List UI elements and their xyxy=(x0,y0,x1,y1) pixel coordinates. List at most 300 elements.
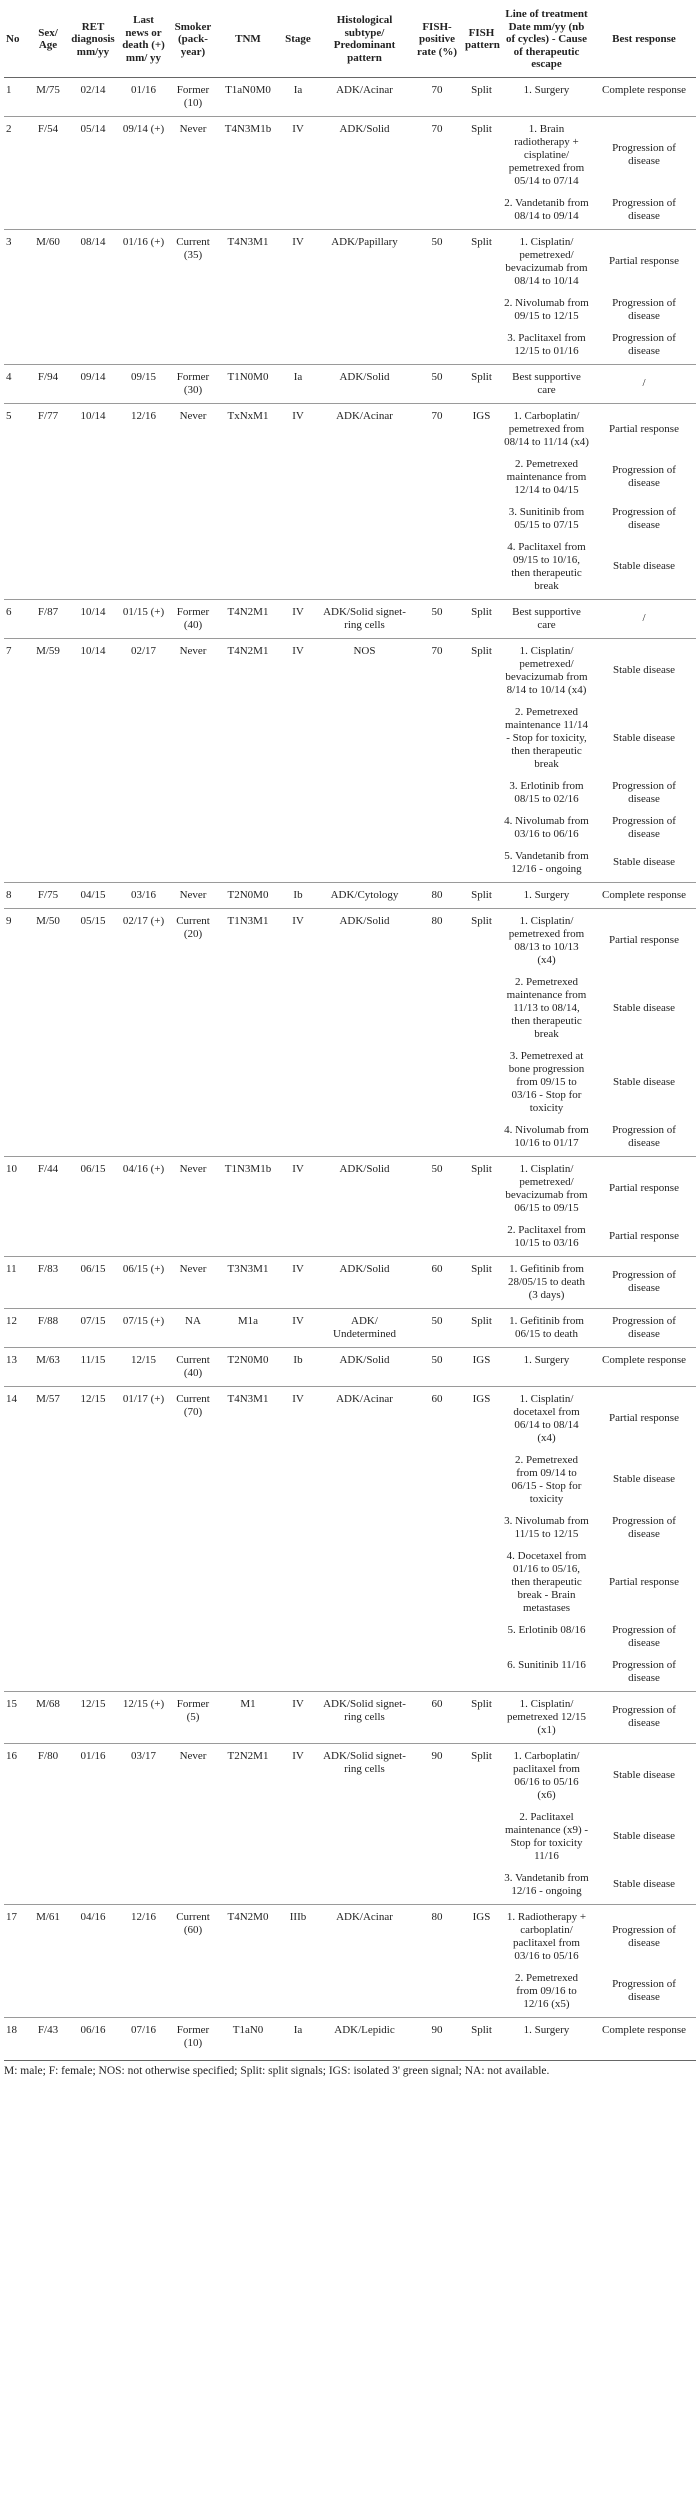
cell-histology: ADK/Solid xyxy=(339,914,390,927)
cell-stage: IV xyxy=(292,235,304,248)
cell-smoker: Former (40) xyxy=(176,605,210,631)
table-row xyxy=(4,2017,696,2056)
treatment-response: Progression of disease xyxy=(612,1978,676,2003)
treatment-line: 5. Erlotinib 08/16 xyxy=(507,1623,586,1636)
cell-last-news: 09/15 xyxy=(130,370,157,383)
cell-sex-age: F/75 xyxy=(37,888,59,901)
table-row xyxy=(4,1743,696,1904)
table-row xyxy=(4,229,696,364)
cell-best-response xyxy=(592,1256,696,1308)
treatment-response: Progression of disease xyxy=(612,1923,676,1949)
cell-no: 7 xyxy=(6,644,12,657)
treatment-response: Progression of disease xyxy=(612,196,676,222)
cell-smoker: Current (60) xyxy=(176,1910,210,1936)
treatment-response: / xyxy=(642,377,646,389)
cell-last-news: 03/17 xyxy=(130,1749,157,1762)
treatment-line: 2. Pemetrexed from 09/16 to 12/16 (x5) xyxy=(515,1971,578,2010)
cell-fish-rate: 80 xyxy=(431,888,443,901)
cell-sex-age: F/54 xyxy=(37,122,59,135)
treatment-line: 1. Gefitinib from 06/15 to death xyxy=(509,1314,584,1340)
cell-smoker: Former (10) xyxy=(176,83,210,109)
treatment-line: Best supportive care xyxy=(512,605,581,631)
cell-best-response xyxy=(592,1743,696,1904)
cell-ret-diagnosis: 05/15 xyxy=(80,914,106,927)
treatment-line: 1. Cisplatin/ pemetrexed 12/15 (x1) xyxy=(506,1697,587,1736)
cell-no: 18 xyxy=(6,2023,17,2036)
cell-line-of-treatment xyxy=(501,599,592,638)
cell-smoker: Former (30) xyxy=(176,370,210,396)
table-row xyxy=(4,908,696,1156)
cell-no: 3 xyxy=(6,235,12,248)
cell-line-of-treatment xyxy=(501,638,592,882)
treatment-line: 1. Surgery xyxy=(523,1353,570,1366)
cell-fish-rate: 50 xyxy=(431,605,443,618)
cell-smoker: Former (5) xyxy=(176,1697,210,1723)
cell-stage: IV xyxy=(292,605,304,618)
cell-last-news: 02/17 (+) xyxy=(122,914,165,927)
treatment-response: Partial response xyxy=(609,1575,679,1588)
cell-no: 17 xyxy=(6,1910,17,1923)
cell-sex-age: F/77 xyxy=(37,409,59,422)
cell-last-news: 01/16 xyxy=(130,83,157,96)
treatment-line: 3. Sunitinib from 05/15 to 07/15 xyxy=(508,505,585,531)
cell-ret-diagnosis: 04/15 xyxy=(80,888,106,901)
cell-histology: ADK/Solid xyxy=(339,1162,390,1175)
cell-fish-pattern: Split xyxy=(471,122,492,135)
cell-ret-diagnosis: 09/14 xyxy=(80,370,106,383)
cell-sex-age: M/75 xyxy=(36,83,60,96)
cell-tnm: T4N3M1 xyxy=(227,235,269,248)
cell-sex-age: F/80 xyxy=(37,1749,59,1762)
treatment-response: Progression of disease xyxy=(612,1514,676,1540)
cell-last-news: 03/16 xyxy=(130,888,157,901)
cell-tnm: T4N3M1 xyxy=(227,1392,269,1405)
cell-line-of-treatment xyxy=(501,1904,592,2017)
cell-sex-age: M/63 xyxy=(36,1353,60,1366)
cell-ret-diagnosis: 10/14 xyxy=(80,644,106,657)
cell-smoker: Former (10) xyxy=(176,2023,210,2049)
cell-sex-age: F/87 xyxy=(37,605,59,618)
treatment-line: 3. Pemetrexed at bone progression from 09/15 to 03/16 - Stop for toxicity xyxy=(508,1049,585,1114)
cell-best-response xyxy=(592,1308,696,1347)
cell-histology: ADK/Acinar xyxy=(336,409,393,422)
table-row xyxy=(4,1691,696,1743)
cell-best-response xyxy=(592,403,696,599)
cell-last-news: 07/16 xyxy=(130,2023,157,2036)
cell-fish-rate: 70 xyxy=(431,409,443,422)
cell-line-of-treatment xyxy=(501,403,592,599)
treatment-response: Progression of disease xyxy=(612,1314,676,1340)
cell-fish-pattern: IGS xyxy=(472,1392,491,1405)
treatment-response: Partial response xyxy=(609,1182,679,1194)
treatment-response: Progression of disease xyxy=(612,331,676,357)
treatment-response: Progression of disease xyxy=(612,1658,676,1684)
table-row xyxy=(4,1386,696,1691)
treatment-line: 2. Pemetrexed maintenance from 11/13 to 08/14, then therapeutic break xyxy=(506,975,587,1040)
header-fish-rate: FISH- positive rate (%) xyxy=(412,6,462,77)
cell-fish-rate: 80 xyxy=(431,914,443,927)
treatment-line: 4. Nivolumab from 10/16 to 01/17 xyxy=(504,1123,589,1149)
treatment-response: Stable disease xyxy=(612,1830,675,1842)
cell-ret-diagnosis: 11/15 xyxy=(80,1353,106,1366)
cell-fish-pattern: Split xyxy=(471,1314,492,1327)
cell-tnm: T4N3M1b xyxy=(224,122,272,135)
cell-fish-pattern: IGS xyxy=(472,409,491,422)
cell-histology: ADK/Acinar xyxy=(336,83,393,96)
cell-stage: IV xyxy=(292,1314,304,1327)
cell-smoker: Current (20) xyxy=(176,914,210,940)
cell-best-response xyxy=(592,2017,696,2056)
treatment-response: Progression of disease xyxy=(612,779,676,805)
cell-histology: ADK/Acinar xyxy=(336,1910,393,1923)
treatment-response: Progression of disease xyxy=(612,464,676,489)
cell-stage: Ia xyxy=(293,2023,303,2036)
cell-last-news: 01/17 (+) xyxy=(122,1392,165,1405)
treatment-line: 4. Docetaxel from 01/16 to 05/16, then therapeutic break - Brain metastases xyxy=(506,1549,587,1614)
cell-histology: ADK/Solid xyxy=(339,1262,390,1275)
treatment-line: 2. Paclitaxel from 10/15 to 03/16 xyxy=(507,1223,586,1249)
cell-fish-rate: 50 xyxy=(431,1162,443,1175)
cell-fish-pattern: Split xyxy=(471,914,492,927)
table-row xyxy=(4,1904,696,2017)
cell-no: 13 xyxy=(6,1353,17,1366)
cell-histology: ADK/Cytology xyxy=(330,888,399,901)
treatment-line: 1. Cisplatin/ pemetrexed/ bevacizumab from 8/14 to 10/14 (x4) xyxy=(505,644,588,696)
cell-no: 14 xyxy=(6,1392,17,1405)
treatment-line: 1. Cisplatin/ pemetrexed/ bevacizumab from 06/15 to 09/15 xyxy=(505,1162,588,1214)
cell-line-of-treatment xyxy=(501,1743,592,1904)
cell-fish-pattern: Split xyxy=(471,605,492,618)
cell-no: 15 xyxy=(6,1697,17,1710)
cell-fish-pattern: Split xyxy=(471,888,492,901)
cell-tnm: T4N2M0 xyxy=(227,1910,269,1923)
cell-tnm: T1N3M1b xyxy=(224,1162,272,1175)
treatment-response: Stable disease xyxy=(612,664,675,676)
cell-tnm: T2N0M0 xyxy=(227,1353,269,1366)
header-best-response: Best response xyxy=(592,6,696,77)
cell-stage: Ib xyxy=(293,888,303,901)
table-row xyxy=(4,1156,696,1256)
cell-last-news: 02/17 xyxy=(130,644,157,657)
treatment-line: 2. Pemetrexed from 09/14 to 06/15 - Stop for toxicity xyxy=(511,1453,582,1505)
cell-smoker: NA xyxy=(185,1314,201,1327)
treatment-response: Complete response xyxy=(601,1353,686,1366)
cell-last-news: 01/15 (+) xyxy=(122,605,165,618)
treatment-response: Complete response xyxy=(601,2023,686,2036)
cell-no: 8 xyxy=(6,888,12,901)
treatment-line: 2. Nivolumab from 09/15 to 12/15 xyxy=(504,296,589,322)
cell-fish-rate: 70 xyxy=(431,644,443,657)
patient-table xyxy=(4,6,696,2056)
cell-fish-pattern: Split xyxy=(471,83,492,96)
cell-stage: IV xyxy=(292,122,304,135)
treatment-line: 1. Cisplatin/ pemetrexed from 08/13 to 10/13 (x4) xyxy=(508,914,585,966)
treatment-response: Progression of disease xyxy=(612,1269,676,1294)
treatment-line: 3. Paclitaxel from 12/15 to 01/16 xyxy=(507,331,586,357)
cell-ret-diagnosis: 08/14 xyxy=(80,235,106,248)
cell-best-response xyxy=(592,1691,696,1743)
treatment-response: Progression of disease xyxy=(612,1123,676,1149)
cell-ret-diagnosis: 06/16 xyxy=(80,2023,106,2036)
cell-histology: ADK/Lepidic xyxy=(334,2023,395,2036)
header-sex-age: Sex/ Age xyxy=(28,6,68,77)
treatment-response: Progression of disease xyxy=(612,1623,676,1649)
cell-last-news: 06/15 (+) xyxy=(122,1262,165,1275)
cell-no: 12 xyxy=(6,1314,17,1327)
cell-last-news: 12/15 (+) xyxy=(122,1697,165,1710)
cell-ret-diagnosis: 06/15 xyxy=(80,1262,106,1275)
cell-stage: IV xyxy=(292,1162,304,1175)
header-no: No xyxy=(4,6,28,77)
header-smoker: Smoker (pack- year) xyxy=(169,6,217,77)
treatment-line: 3. Vandetanib from 12/16 - ongoing xyxy=(504,1871,589,1897)
cell-sex-age: F/88 xyxy=(37,1314,59,1327)
table-row xyxy=(4,599,696,638)
header-fish-pattern: FISH pattern xyxy=(462,6,501,77)
cell-tnm: T1N0M0 xyxy=(227,370,269,383)
cell-last-news: 04/16 (+) xyxy=(122,1162,165,1175)
cell-stage: Ib xyxy=(293,1353,303,1366)
cell-ret-diagnosis: 04/16 xyxy=(80,1910,106,1923)
treatment-line: 1. Cisplatin/ docetaxel from 06/14 to 08/14 (x4) xyxy=(513,1392,580,1444)
cell-best-response xyxy=(592,599,696,638)
cell-no: 10 xyxy=(6,1162,17,1175)
cell-sex-age: F/43 xyxy=(37,2023,59,2036)
cell-histology: ADK/Solid signet-ring cells xyxy=(323,605,406,631)
cell-best-response xyxy=(592,882,696,908)
cell-histology: ADK/Solid xyxy=(339,1353,390,1366)
header-line-of-treatment: Line of treatment Date mm/yy (nb of cycles) - Cause of therapeutic escape xyxy=(501,6,592,77)
treatment-line: 5. Vandetanib from 12/16 - ongoing xyxy=(504,849,589,875)
cell-histology: ADK/Solid xyxy=(339,122,390,135)
cell-histology: NOS xyxy=(353,644,376,657)
cell-line-of-treatment xyxy=(501,908,592,1156)
cell-fish-pattern: Split xyxy=(471,644,492,657)
cell-fish-pattern: Split xyxy=(471,1162,492,1175)
cell-ret-diagnosis: 10/14 xyxy=(80,409,106,422)
table-row xyxy=(4,882,696,908)
cell-tnm: TxNxM1 xyxy=(227,409,269,422)
table-row xyxy=(4,638,696,882)
cell-tnm: T3N3M1 xyxy=(227,1262,269,1275)
cell-fish-rate: 60 xyxy=(431,1697,443,1710)
cell-fish-rate: 90 xyxy=(431,1749,443,1762)
cell-stage: IV xyxy=(292,1697,304,1710)
cell-no: 1 xyxy=(6,83,12,96)
cell-ret-diagnosis: 10/14 xyxy=(80,605,106,618)
cell-sex-age: M/60 xyxy=(36,235,60,248)
cell-last-news: 09/14 (+) xyxy=(122,122,165,135)
cell-ret-diagnosis: 06/15 xyxy=(80,1162,106,1175)
cell-tnm: M1 xyxy=(240,1697,256,1710)
cell-last-news: 12/16 xyxy=(130,1910,157,1923)
treatment-line: 2. Vandetanib from 08/14 to 09/14 xyxy=(504,196,589,222)
cell-stage: IIIb xyxy=(289,1910,307,1923)
cell-sex-age: F/83 xyxy=(37,1262,59,1275)
cell-best-response xyxy=(592,116,696,229)
treatment-line: 1. Radiotherapy + carboplatin/ paclitaxel from 03/16 to 05/16 xyxy=(506,1910,587,1962)
cell-best-response xyxy=(592,1347,696,1386)
cell-ret-diagnosis: 12/15 xyxy=(80,1697,106,1710)
cell-smoker: Never xyxy=(179,1262,207,1275)
cell-fish-rate: 60 xyxy=(431,1262,443,1275)
cell-fish-pattern: IGS xyxy=(472,1353,491,1366)
cell-line-of-treatment xyxy=(501,1256,592,1308)
cell-best-response xyxy=(592,1904,696,2017)
treatment-line: 3. Erlotinib from 08/15 to 02/16 xyxy=(509,779,584,805)
table-row xyxy=(4,403,696,599)
cell-histology: ADK/Papillary xyxy=(331,235,398,248)
treatment-line: 1. Surgery xyxy=(523,2023,570,2036)
treatment-line: 1. Surgery xyxy=(523,888,570,901)
cell-line-of-treatment xyxy=(501,1308,592,1347)
cell-tnm: T4N2M1 xyxy=(227,605,269,618)
treatment-response: Complete response xyxy=(601,888,686,901)
cell-smoker: Current (70) xyxy=(176,1392,210,1418)
cell-stage: Ia xyxy=(293,370,303,383)
treatment-response: Partial response xyxy=(609,422,679,435)
cell-no: 2 xyxy=(6,122,12,135)
cell-ret-diagnosis: 01/16 xyxy=(80,1749,106,1762)
treatment-line: 6. Sunitinib 11/16 xyxy=(507,1658,586,1671)
cell-histology: ADK/ Undetermined xyxy=(333,1314,396,1340)
cell-sex-age: M/68 xyxy=(36,1697,60,1710)
treatment-response: Partial response xyxy=(609,255,679,267)
cell-best-response xyxy=(592,364,696,403)
cell-smoker: Never xyxy=(179,409,207,422)
cell-line-of-treatment xyxy=(501,2017,592,2056)
treatment-response: Stable disease xyxy=(612,560,675,572)
cell-histology: ADK/Solid signet-ring cells xyxy=(323,1697,406,1723)
cell-histology: ADK/Solid xyxy=(339,370,390,383)
treatment-response: Partial response xyxy=(609,934,679,946)
treatment-line: 1. Brain radiotherapy + cisplatine/ pemetrexed from 05/14 to 07/14 xyxy=(508,122,585,187)
cell-fish-rate: 70 xyxy=(431,122,443,135)
cell-tnm: T4N2M1 xyxy=(227,644,269,657)
cell-smoker: Never xyxy=(179,644,207,657)
treatment-line: 4. Paclitaxel from 09/15 to 10/16, then therapeutic break xyxy=(507,540,586,592)
cell-line-of-treatment xyxy=(501,364,592,403)
cell-fish-pattern: Split xyxy=(471,2023,492,2036)
cell-fish-rate: 80 xyxy=(431,1910,443,1923)
cell-last-news: 07/15 (+) xyxy=(122,1314,165,1327)
table-row xyxy=(4,116,696,229)
treatment-line: 1. Carboplatin/ paclitaxel from 06/16 to 05/16 (x6) xyxy=(513,1749,580,1801)
table-row xyxy=(4,364,696,403)
cell-smoker: Current (35) xyxy=(176,235,210,261)
cell-smoker: Never xyxy=(179,888,207,901)
treatment-response: Stable disease xyxy=(612,1769,675,1781)
cell-sex-age: M/57 xyxy=(36,1392,60,1405)
cell-tnm: T1aN0 xyxy=(232,2023,264,2036)
table-row xyxy=(4,1347,696,1386)
treatment-response: Stable disease xyxy=(612,1473,675,1485)
treatment-line: 1. Carboplatin/ pemetrexed from 08/14 to 11/14 (x4) xyxy=(504,409,589,448)
cell-last-news: 12/16 xyxy=(130,409,157,422)
cell-tnm: M1a xyxy=(237,1314,259,1327)
cell-line-of-treatment xyxy=(501,1156,592,1256)
cell-smoker: Never xyxy=(179,1162,207,1175)
table-row xyxy=(4,1256,696,1308)
cell-sex-age: M/50 xyxy=(36,914,60,927)
treatment-response: Progression of disease xyxy=(612,1704,676,1729)
cell-best-response xyxy=(592,77,696,116)
cell-smoker: Never xyxy=(179,122,207,135)
treatment-response: Stable disease xyxy=(612,1001,675,1014)
cell-line-of-treatment xyxy=(501,77,592,116)
cell-sex-age: M/59 xyxy=(36,644,60,657)
cell-no: 11 xyxy=(6,1262,17,1275)
cell-line-of-treatment xyxy=(501,116,592,229)
table-body xyxy=(4,77,696,2056)
cell-fish-pattern: Split xyxy=(471,1262,492,1275)
cell-ret-diagnosis: 12/15 xyxy=(80,1392,106,1405)
cell-sex-age: F/44 xyxy=(37,1162,59,1175)
cell-fish-pattern: Split xyxy=(471,235,492,248)
cell-fish-pattern: Split xyxy=(471,1749,492,1762)
cell-stage: IV xyxy=(292,409,304,422)
table-footnote: M: male; F: female; NOS: not otherwise specified; Split: split signals; IGS: isolated 3' green signal; NA: not available. xyxy=(4,2060,696,2077)
cell-sex-age: F/94 xyxy=(37,370,59,383)
treatment-response: Stable disease xyxy=(612,856,675,868)
cell-stage: IV xyxy=(292,644,304,657)
treatment-line: 1. Gefitinib from 28/05/15 to death (3 days) xyxy=(508,1262,585,1301)
treatment-response: Complete response xyxy=(601,83,686,96)
treatment-response: Partial response xyxy=(609,1412,679,1424)
cell-tnm: T1N3M1 xyxy=(227,914,269,927)
cell-no: 6 xyxy=(6,605,12,618)
treatment-response: Stable disease xyxy=(612,1878,675,1890)
cell-fish-rate: 60 xyxy=(431,1392,443,1405)
header-tnm: TNM xyxy=(217,6,279,77)
cell-tnm: T1aN0M0 xyxy=(225,83,271,96)
treatment-response: Progression of disease xyxy=(612,296,676,322)
treatment-line: 1. Surgery xyxy=(523,83,570,96)
cell-fish-rate: 50 xyxy=(431,235,443,248)
table-row xyxy=(4,77,696,116)
cell-histology: ADK/Solid signet-ring cells xyxy=(323,1749,406,1775)
treatment-response: Progression of disease xyxy=(612,814,676,840)
treatment-response: Progression of disease xyxy=(612,142,676,167)
treatment-line: Best supportive care xyxy=(512,370,581,396)
treatment-response: Stable disease xyxy=(612,731,675,744)
treatment-response: Progression of disease xyxy=(612,505,676,531)
cell-tnm: T2N0M0 xyxy=(227,888,269,901)
cell-ret-diagnosis: 02/14 xyxy=(80,83,106,96)
cell-no: 5 xyxy=(6,409,12,422)
cell-ret-diagnosis: 07/15 xyxy=(80,1314,106,1327)
cell-no: 4 xyxy=(6,370,12,383)
cell-stage: Ia xyxy=(293,83,303,96)
cell-line-of-treatment xyxy=(501,882,592,908)
cell-stage: IV xyxy=(292,914,304,927)
treatment-line: 2. Pemetrexed maintenance 11/14 - Stop for toxicity, then therapeutic break xyxy=(505,705,588,770)
treatment-line: 2. Paclitaxel maintenance (x9) - Stop for toxicity 11/16 xyxy=(504,1810,589,1862)
cell-last-news: 12/15 xyxy=(130,1353,157,1366)
treatment-line: 4. Nivolumab from 03/16 to 06/16 xyxy=(504,814,589,840)
cell-last-news: 01/16 (+) xyxy=(122,235,165,248)
treatment-response: Stable disease xyxy=(612,1075,675,1088)
cell-ret-diagnosis: 05/14 xyxy=(80,122,106,135)
table-row xyxy=(4,1308,696,1347)
treatment-response: / xyxy=(642,612,646,624)
header-histology: Histological subtype/ Predominant pattern xyxy=(317,6,412,77)
cell-best-response xyxy=(592,638,696,882)
cell-line-of-treatment xyxy=(501,1347,592,1386)
cell-best-response xyxy=(592,229,696,364)
cell-smoker: Never xyxy=(179,1749,207,1762)
cell-stage: IV xyxy=(292,1262,304,1275)
